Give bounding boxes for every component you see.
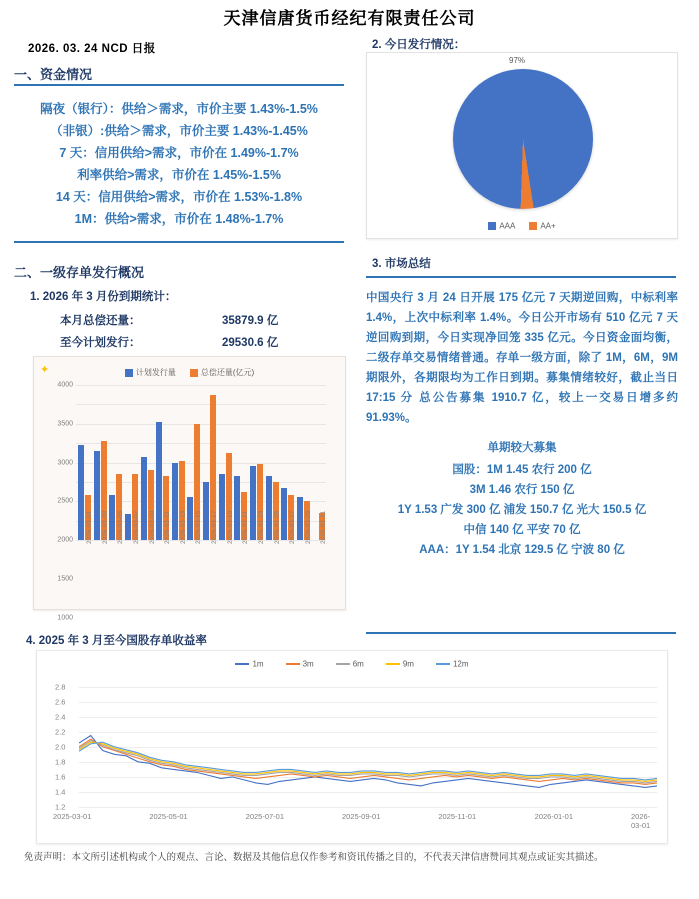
report-date: 2026. 03. 24 NCD 日报 (28, 43, 156, 55)
bar-x-tick: 2026-03-21 (242, 510, 250, 544)
divider-1 (14, 84, 344, 86)
bar-x-tick: 2026-03-23 (257, 510, 265, 544)
bar-planned (141, 457, 147, 540)
bar-planned (125, 514, 131, 540)
funding-conditions (14, 98, 344, 230)
line-y-tick: 1.8 (55, 757, 66, 767)
line-y-tick: 2.0 (55, 742, 66, 752)
bar-planned (109, 495, 115, 540)
bar-chart-plot (57, 381, 328, 621)
bar-x-tick: 2026-03-19 (226, 510, 234, 544)
bar-chart-legend (34, 367, 345, 378)
line-y-tick: 1.4 (55, 787, 66, 797)
issue-subtitle: 单期较大募集 (487, 442, 557, 454)
subheading-maturity-stats: 1. 2026 年 3 月份到期统计： (30, 291, 177, 303)
disclaimer-text: 免责声明：本文所引述机构或个人的观点、言论、数据及其他信息仅作参考和资讯传播之目的，不代表天津信唐赞同其观点或证实其描述。 (24, 852, 604, 863)
bar-planned (281, 488, 287, 540)
bar-planned (172, 463, 178, 541)
bar-y-tick: 3000 (57, 459, 73, 466)
page-title: 天津信唐货币经纪有限责任公司 (223, 9, 476, 28)
funding-line-1m: 1M：供给>需求，市价在 1.48%-1.7% (74, 212, 284, 226)
pie-chart (453, 69, 593, 209)
bar-x-tick: 2026-03-27 (289, 510, 297, 544)
section-heading-today-issuance: 2. 今日发行情况： (372, 39, 466, 51)
bar-x-tick: 2026-03-25 (273, 510, 281, 544)
issue-line-2: 3M 1.46 农行 150 亿 (469, 484, 575, 496)
pie-chart-legend (367, 221, 677, 230)
line-chart-card (36, 650, 668, 844)
line-y-tick: 2.4 (55, 712, 66, 722)
legend-item-1m: 1m (235, 659, 263, 668)
bar-gridline (57, 381, 326, 389)
line-y-tick: 2.6 (55, 697, 66, 707)
bar-y-tick: 4000 (57, 381, 73, 389)
legend-item-repay: 总偿还量(亿元) (190, 367, 254, 378)
line-series-9m (79, 742, 657, 781)
bar-x-tick: 2026-03-11 (164, 511, 172, 544)
market-summary-paragraph: 中国央行 3 月 24 日开展 175 亿元 7 天期逆回购，中标利率 1.4%，上次中标利率 1.4%。今日公开市场有 510 亿元 7 天逆回购到期，今日实现净回笼 335 亿元。今日资金面均衡，二级存单交易情绪普通。存单一级方面，除了 1M，6M，9M 期限外，各期限均为工作日到期。募集情绪较好，截止当日 17:15 分 总公告募集 1910.7 亿，较上一交易日增多约 91.93%。 (366, 292, 678, 424)
funding-line-7d-rate: 利率供给>需求，市价在 1.45%-1.5% (77, 168, 281, 182)
legend-item-aaplus: AA+ (529, 221, 555, 230)
bar-planned (156, 422, 162, 540)
bar-y-tick: 2000 (57, 536, 73, 544)
bar-x-tick: 2026-03-07 (132, 510, 140, 544)
bar-planned (78, 445, 84, 540)
bar-planned (250, 466, 256, 540)
issue-line-3: 1Y 1.53 广发 300 亿 浦发 150.7 亿 光大 150.5 亿 (397, 504, 647, 516)
line-series-svg (79, 679, 657, 807)
line-x-tick: 2026-03-01 (631, 812, 651, 830)
bar-planned (234, 476, 240, 540)
bar-x-tick: 2026-03-01 (86, 510, 93, 544)
bar-planned (297, 497, 303, 540)
line-chart-plot (53, 679, 657, 830)
divider-3 (366, 276, 676, 278)
bar-x-tick: 2026-03-03 (101, 510, 109, 544)
bar-x-tick: 2026-03-09 (148, 510, 156, 544)
issue-line-5: AAA：1Y 1.54 北京 129.5 亿 宁波 80 亿 (419, 544, 625, 556)
stat-label-repay: 本月总偿还量： (60, 315, 141, 327)
bar-y-tick: 1500 (57, 575, 73, 583)
line-y-tick: 2.8 (55, 682, 66, 692)
section-heading-funding: 一、资金情况 (14, 67, 93, 82)
line-chart-legend (37, 659, 667, 668)
line-x-tick: 2025-07-01 (245, 812, 285, 821)
funding-line-14d: 14 天：信用供给>需求，市价在 1.53%-1.8% (55, 190, 303, 204)
section-heading-yield-curve: 4. 2025 年 3 月至今国股存单收益率 (26, 635, 207, 647)
funding-line-7d: 7 天：信用供给>需求，市价在 1.49%-1.7% (59, 146, 299, 160)
stat-value-repay: 35879.9 亿 (222, 315, 279, 327)
funding-line-overnight-nonbank: （非银）:供给＞需求，市价主要 1.43%-1.45% (50, 124, 308, 138)
legend-item-9m: 9m (386, 659, 414, 668)
bar-planned (94, 451, 100, 540)
divider-4 (366, 632, 676, 634)
line-gridline (79, 807, 657, 808)
bar-x-tick: 2026-03-17 (211, 510, 218, 544)
bar-x-tick: 2026-03-29 (304, 510, 312, 544)
section-heading-issuance: 二、一级存单发行概况 (14, 265, 145, 280)
bar-x-tick: 2026-03-15 (195, 510, 203, 544)
bar-x-tick: 2026-03-31 (320, 510, 328, 544)
legend-item-3m: 3m (286, 659, 314, 668)
legend-item-12m: 12m (436, 659, 469, 668)
bar-planned (187, 497, 193, 540)
line-x-tick: 2025-11-01 (438, 812, 477, 821)
divider-2 (14, 241, 344, 243)
bar-y-tick: 3500 (57, 420, 73, 428)
bar-chart-card (33, 356, 346, 621)
line-x-tick: 2025-09-01 (342, 812, 381, 821)
bar-planned (219, 474, 225, 540)
stat-value-planned: 29530.6 亿 (222, 337, 279, 349)
section-heading-market-summary: 3. 市场总结 (372, 258, 431, 270)
line-x-tick: 2025-05-01 (149, 812, 188, 821)
line-y-tick: 1.6 (55, 772, 66, 782)
line-y-tick: 2.2 (55, 727, 66, 737)
bar-gridline (57, 404, 326, 428)
issue-line-1: 国股：1M 1.45 农行 200 亿 (452, 464, 592, 476)
pie-chart-card (366, 52, 678, 239)
line-y-tick: 1.2 (55, 802, 66, 812)
legend-item-planned: 计划发行量 (125, 367, 176, 378)
stat-label-planned: 至今计划发行： (60, 337, 141, 349)
pie-slice-label-aaa: 97% (509, 56, 526, 65)
bar-x-tick: 2026-03-05 (117, 510, 125, 544)
funding-line-overnight-bank: 隔夜（银行）：供给＞需求，市价主要 1.43%-1.5% (40, 102, 318, 116)
bar-y-tick: 1000 (57, 614, 73, 621)
legend-item-6m: 6m (336, 659, 364, 668)
bar-planned (203, 482, 209, 540)
bar-planned (266, 476, 272, 540)
bar-x-tick: 2026-03-13 (179, 510, 187, 544)
chart-decoration-icon: ✦ (40, 364, 50, 376)
line-x-tick: 2026-01-01 (534, 812, 574, 821)
issue-line-4: 中信 140 亿 平安 70 亿 (463, 524, 581, 536)
line-x-tick: 2025-03-01 (53, 812, 92, 821)
bar-y-tick: 2500 (57, 497, 73, 505)
legend-item-aaa: AAA (488, 221, 515, 230)
